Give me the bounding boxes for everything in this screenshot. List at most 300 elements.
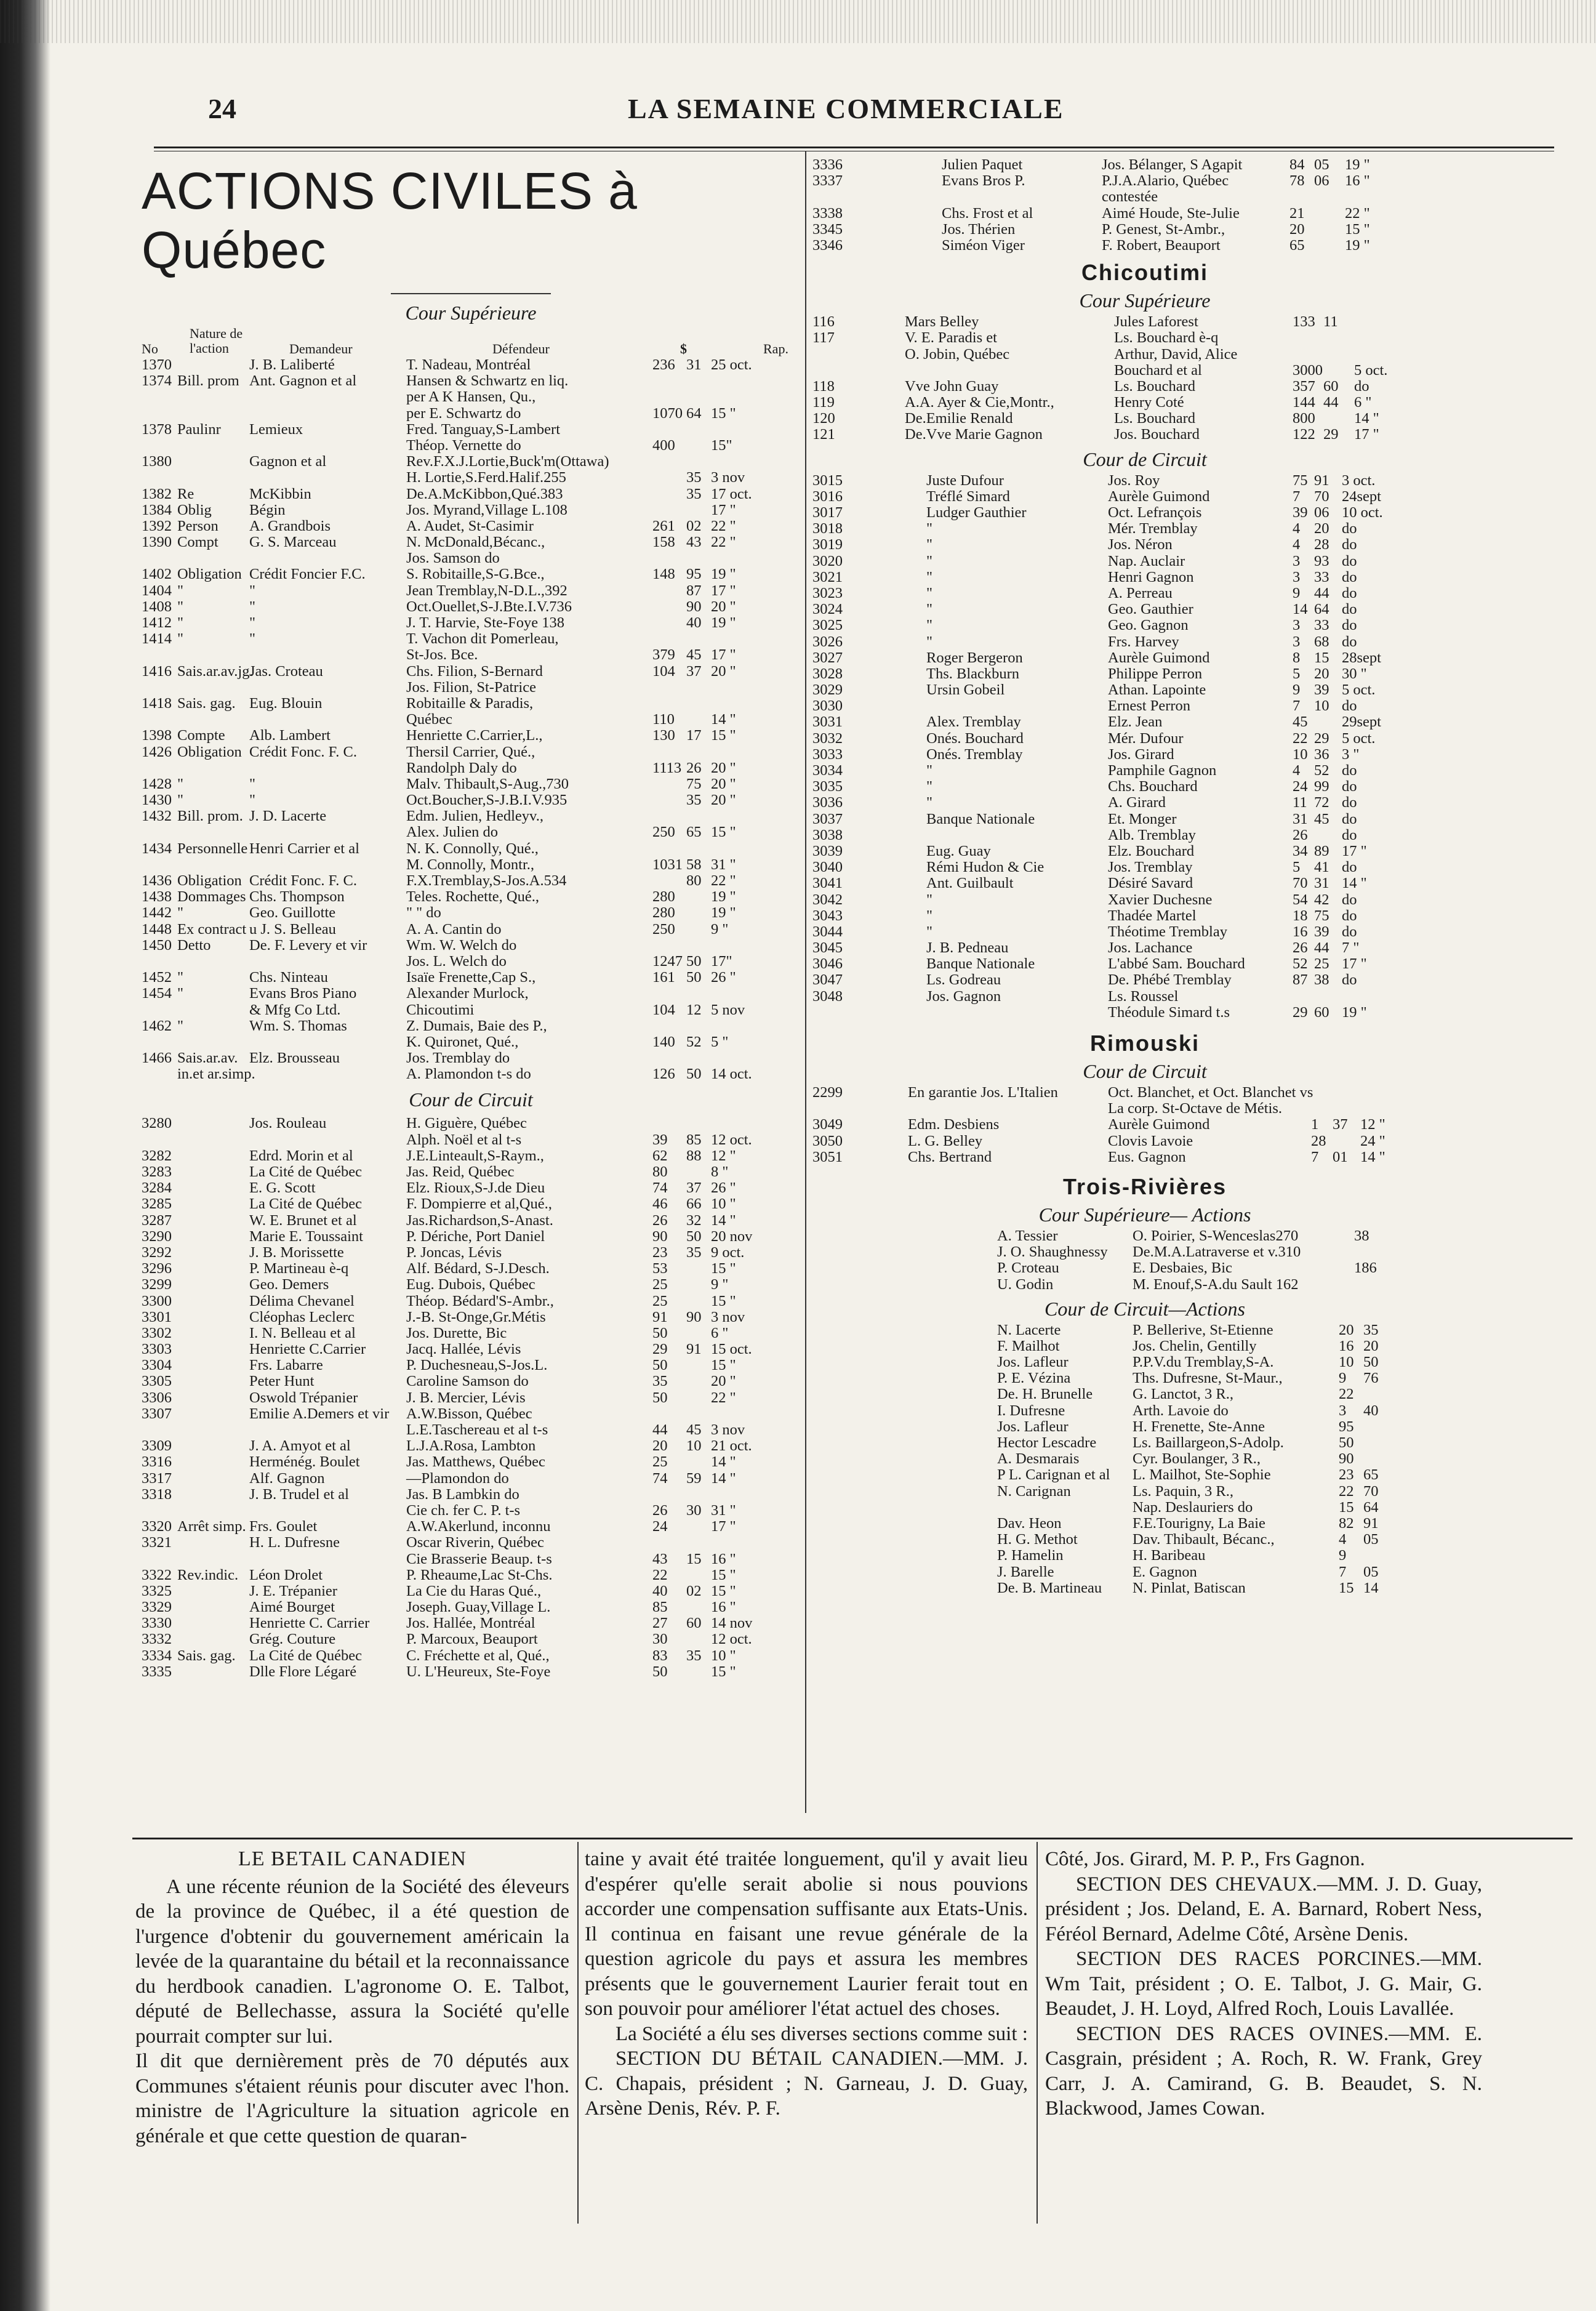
table-cell: Aurèle Guimond	[1108, 1116, 1210, 1133]
table-cell: Alex. Tremblay	[926, 713, 1021, 731]
table-cell: 37	[686, 662, 702, 680]
table-cell: Nap. Auclair	[1108, 552, 1185, 569]
table-cell: Alph. Noël et al t-s	[406, 1131, 522, 1148]
table-cell: 16 "	[711, 1550, 736, 1567]
table-cell: Henri Gagnon	[1108, 568, 1194, 585]
table-cell: 1430	[142, 792, 172, 809]
table-row	[812, 908, 1477, 924]
col-rap: Rap.	[763, 341, 788, 356]
scan-noise	[0, 0, 1596, 43]
table-cell: 39	[652, 1131, 668, 1148]
table-row	[812, 395, 1477, 411]
table-cell: 1384	[142, 501, 172, 518]
table-cell: "	[926, 891, 933, 908]
table-cell: 30	[686, 1501, 702, 1519]
table-cell: P. Croteau	[997, 1260, 1059, 1277]
table-cell: De.A.McKibbon,Qué.383	[406, 485, 563, 502]
table-cell: "	[177, 630, 184, 648]
table-cell: 95	[1339, 1418, 1354, 1435]
table-row	[142, 566, 800, 582]
table-cell: 3301	[142, 1308, 172, 1325]
table-cell: M. Connolly, Montr.,	[406, 856, 535, 873]
table-cell: 22 "	[711, 517, 736, 534]
table-cell: 10 "	[711, 1196, 736, 1213]
table-cell: 06	[1314, 172, 1329, 190]
table-cell: 50	[686, 969, 702, 986]
table-cell: do	[1342, 778, 1357, 795]
table-cell: Hansen & Schwartz en liq.	[406, 372, 569, 390]
table-row	[142, 1648, 800, 1664]
table-cell: Alex. Julien do	[406, 824, 499, 841]
table-cell: 90	[652, 1228, 668, 1245]
table-cell: 9 "	[711, 1276, 729, 1293]
table-cell: F.E.Tourigny, La Baie	[1133, 1514, 1265, 1532]
table-row	[812, 553, 1477, 569]
table-cell: P. Bellerive, St-Etienne	[1133, 1321, 1273, 1338]
table-cell: A. Audet, St-Casimir	[406, 517, 534, 534]
table-cell: Ant. Gagnon et al	[249, 372, 357, 390]
table-cell: 75	[686, 775, 702, 792]
table-cell: 2299	[812, 1084, 843, 1101]
table-row	[812, 1532, 1477, 1548]
page-title: ACTIONS CIVILES à Québec	[142, 162, 638, 279]
col-amount: $	[680, 341, 687, 356]
table-cell: 379	[652, 646, 675, 664]
table-cell: 75	[1293, 472, 1308, 489]
table-cell: Rev.F.X.J.Lortie,Buck'm(Ottawa)	[406, 453, 609, 470]
table-row	[812, 650, 1477, 666]
table-cell: Henriette C.Carrier	[249, 1341, 366, 1358]
table-cell: 10	[1339, 1354, 1354, 1371]
table-cell: 17 "	[1342, 842, 1367, 859]
table-row	[812, 763, 1477, 779]
table-row	[812, 585, 1477, 601]
table-cell: 37	[686, 1180, 702, 1197]
table-cell: 3016	[812, 488, 843, 505]
table-cell: 3346	[812, 236, 843, 254]
table-cell: 3051	[812, 1148, 843, 1165]
table-cell: 10 oct.	[1342, 504, 1383, 521]
rimouski-table	[812, 1085, 1477, 1165]
table-cell: 3317	[142, 1469, 172, 1487]
table-cell: 5 nov	[711, 1001, 745, 1018]
table-cell: Re	[177, 485, 194, 502]
table-cell: 26	[686, 759, 702, 776]
table-cell: Alexander Murlock,	[406, 985, 529, 1002]
table-row	[142, 1551, 800, 1567]
table-row	[142, 776, 800, 792]
table-cell: Jos. Filion, St-Patrice	[406, 678, 536, 696]
table-cell: 05	[1363, 1563, 1379, 1580]
table-row	[142, 1390, 800, 1406]
table-cell: 50	[652, 1324, 668, 1341]
table-cell: Geo. Guillotte	[249, 904, 336, 922]
table-cell: E. Desbaies, Bic	[1133, 1260, 1232, 1277]
table-cell: 121	[812, 426, 835, 443]
table-cell: J.E.Linteault,S-Raym.,	[406, 1147, 544, 1164]
table-cell: 3325	[142, 1582, 172, 1599]
table-cell: Jos. Rouleau	[249, 1115, 327, 1132]
table-cell: 3026	[812, 633, 843, 650]
table-row	[812, 1244, 1477, 1260]
table-cell: 1454	[142, 985, 172, 1002]
table-row	[812, 1338, 1477, 1354]
table-cell: 3044	[812, 923, 843, 940]
table-cell: A. Desmarais	[997, 1450, 1080, 1468]
table-cell: 06	[1314, 504, 1329, 521]
table-cell: 4	[1339, 1531, 1347, 1548]
table-cell: 70	[1363, 1482, 1379, 1500]
table-cell: Chs. Filion, S-Bernard	[406, 662, 543, 680]
table-cell: 250	[652, 824, 675, 841]
article-divider-2	[1037, 1842, 1038, 2224]
table-cell: Alb. Tremblay	[1108, 826, 1196, 843]
table-row	[812, 1435, 1477, 1451]
table-cell: 3 nov	[711, 469, 745, 486]
table-cell: "	[926, 536, 933, 553]
table-cell: "	[926, 794, 933, 811]
article-title: LE BETAIL CANADIEN	[238, 1847, 467, 1870]
table-cell: Julien Paquet	[942, 156, 1023, 173]
table-cell: 15 "	[711, 727, 736, 744]
table-cell: "	[177, 598, 184, 615]
table-cell: "	[249, 775, 256, 792]
table-cell: 22 "	[711, 534, 736, 551]
table-cell: 87	[686, 582, 702, 599]
left-column	[142, 161, 800, 1680]
chicoutimi-heading: Chicoutimi	[1081, 260, 1208, 286]
table-cell: 20	[1339, 1321, 1354, 1338]
table-row	[142, 1503, 800, 1519]
table-row	[142, 1034, 800, 1050]
table-row	[812, 1277, 1477, 1293]
table-row	[812, 892, 1477, 908]
table-cell: 91	[1314, 472, 1329, 489]
table-cell: P L. Carignan et al	[997, 1466, 1110, 1484]
table-cell: 20	[1289, 220, 1305, 238]
table-cell: 50	[1339, 1434, 1354, 1451]
table-cell: Chicoutimi	[406, 1001, 475, 1018]
article-paragraph: A une récente réunion de la Société des éleveurs de la province de Québec, il a été question de l'urgence d'obtenir du gouvernement américain la levée de la quarantaine du bétail et la reconnaissance du herdbook canadien. L'agronome O. E. Talbot, député de Bellechasse, assura la Société qu'elle pourrait compter sur lui.	[135, 1875, 569, 2048]
table-cell: 20 "	[711, 759, 736, 776]
table-cell: Ex contract	[177, 920, 247, 938]
table-row	[812, 1516, 1477, 1532]
table-row	[142, 518, 800, 534]
table-cell: 25	[652, 1276, 668, 1293]
table-row	[812, 989, 1477, 1005]
table-cell: 117	[812, 329, 835, 347]
table-cell: 1418	[142, 694, 172, 712]
table-cell: Ls. Baillargeon,S-Adolp.	[1133, 1434, 1284, 1451]
table-cell: Léon Drolet	[249, 1566, 323, 1583]
table-cell: 1448	[142, 920, 172, 938]
table-row	[142, 841, 800, 857]
table-cell: A.W.Bisson, Québec	[406, 1405, 532, 1422]
table-cell: G. Lanctot, 3 R.,	[1133, 1386, 1233, 1403]
table-cell: Thersil Carrier, Qué.,	[406, 743, 535, 760]
table-cell: 10	[1293, 746, 1308, 763]
table-cell: A. Girard	[1108, 794, 1166, 811]
table-row	[142, 1325, 800, 1341]
table-cell: Alb. Lambert	[249, 727, 331, 744]
table-cell: Ls. Bouchard è-q	[1114, 329, 1219, 347]
table-cell: 9	[1293, 584, 1301, 601]
table-row	[142, 1487, 800, 1503]
table-cell: 7	[1293, 488, 1301, 505]
table-cell: 27	[652, 1615, 668, 1632]
table-cell: Et. Monger	[1108, 810, 1177, 827]
table-cell: 24	[652, 1518, 668, 1535]
table-cell: 28sept	[1342, 649, 1381, 666]
table-cell: F. Mailhot	[997, 1337, 1060, 1354]
table-cell: Jos. Tremblay do	[406, 1050, 510, 1067]
table-row	[142, 615, 800, 631]
table-cell: K. Quironet, Qué.,	[406, 1033, 519, 1050]
table-cell: 1442	[142, 904, 172, 922]
table-cell: Frs. Goulet	[249, 1518, 318, 1535]
table-row	[142, 1422, 800, 1438]
table-cell: Henri Carrier et al	[249, 840, 359, 857]
table-cell: 1380	[142, 453, 172, 470]
table-cell: 800	[1293, 410, 1315, 427]
table-row	[142, 824, 800, 840]
table-cell: Wm. W. Welch do	[406, 936, 517, 954]
table-row	[142, 1341, 800, 1357]
table-cell: "	[177, 614, 184, 631]
table-cell: 3031	[812, 713, 843, 731]
table-cell: Athan. Lapointe	[1108, 681, 1206, 699]
table-cell: 19 "	[1342, 1003, 1367, 1021]
table-cell: J. B. Trudel et al	[249, 1485, 349, 1503]
table-cell: Jos. Myrand,Village L.108	[406, 501, 567, 518]
table-cell: 62	[652, 1147, 668, 1164]
table-cell: 31 "	[711, 856, 736, 873]
table-row	[812, 189, 1477, 205]
table-cell: 126	[652, 1066, 675, 1083]
table-cell: Jos. Néron	[1108, 536, 1173, 553]
table-cell: Marie E. Toussaint	[249, 1228, 363, 1245]
table-cell: 25 oct.	[711, 356, 752, 373]
table-cell: 1416	[142, 662, 172, 680]
table-row	[812, 569, 1477, 585]
table-cell: Henry Coté	[1114, 394, 1184, 411]
table-cell: P. E. Vézina	[997, 1370, 1071, 1387]
table-cell: 1113	[652, 759, 682, 776]
court-circuit-heading: Cour de Circuit	[409, 1088, 533, 1111]
table-cell: Eug. Guay	[926, 842, 991, 859]
page-header	[185, 92, 1539, 129]
table-row	[812, 330, 1477, 346]
table-cell: 1370	[142, 356, 172, 373]
table-cell: 15 "	[711, 824, 736, 841]
table-cell: 60	[686, 1615, 702, 1632]
table-cell: 7	[1311, 1148, 1319, 1165]
table-cell: 3330	[142, 1615, 172, 1632]
table-cell: Dav. Thibault, Bécanc.,	[1133, 1531, 1275, 1548]
table-row	[812, 601, 1477, 617]
table-cell: Jean Tremblay,N-D.L.,392	[406, 582, 567, 599]
table-cell: 83	[652, 1647, 668, 1664]
table-cell: 3038	[812, 826, 843, 843]
article-col-3	[1045, 1847, 1482, 2121]
table-cell: 38	[1314, 971, 1329, 989]
table-cell: 158	[652, 534, 675, 551]
table-row	[142, 873, 800, 889]
table-row	[812, 666, 1477, 682]
table-cell: Jos. L. Welch do	[406, 952, 507, 970]
table-cell: Sais. gag.	[177, 694, 236, 712]
table-cell: 38	[1354, 1227, 1369, 1244]
table-cell: 15	[1339, 1498, 1354, 1516]
table-cell: 3024	[812, 601, 843, 618]
table-cell: 280	[652, 904, 675, 922]
table-cell: 7	[1339, 1563, 1347, 1580]
table-cell: 25	[652, 1292, 668, 1309]
table-cell: M. Enouf,S-A.du Sault 162	[1133, 1276, 1299, 1293]
table-cell: 37	[1333, 1116, 1348, 1133]
table-cell: u J. S. Belleau	[249, 920, 336, 938]
table-cell: Arthur, David, Alice	[1114, 345, 1238, 363]
table-cell: 3025	[812, 617, 843, 634]
table-cell: L.E.Taschereau et al t-s	[406, 1421, 548, 1438]
table-row	[142, 1213, 800, 1229]
table-cell: 78	[1289, 172, 1305, 190]
table-cell: P. Martineau è-q	[249, 1260, 349, 1277]
table-cell: 19 "	[711, 904, 736, 922]
table-row	[812, 698, 1477, 714]
table-cell: 02	[686, 517, 702, 534]
table-cell: 87	[1293, 971, 1308, 989]
table-cell: Gagnon et al	[249, 453, 327, 470]
table-cell: J. D. Lacerte	[249, 808, 327, 825]
table-row	[812, 875, 1477, 891]
table-cell: 74	[652, 1180, 668, 1197]
table-cell: 400	[652, 436, 675, 454]
table-cell: 25	[1314, 955, 1329, 973]
table-cell: 10 "	[711, 1647, 736, 1664]
table-cell: 5 oct.	[1342, 681, 1376, 699]
table-cell: Nap. Deslauriers do	[1133, 1498, 1253, 1516]
table-cell: 93	[1314, 552, 1329, 569]
table-cell: 20	[1363, 1337, 1379, 1354]
table-cell: 65	[1363, 1466, 1379, 1484]
table-cell: 45	[1293, 713, 1308, 731]
table-row	[812, 811, 1477, 827]
table-cell: contestée	[1102, 188, 1158, 206]
table-cell: do	[1342, 859, 1357, 876]
table-cell: 3306	[142, 1389, 172, 1406]
table-cell: Philippe Perron	[1108, 665, 1203, 682]
table-cell: Compt	[177, 534, 219, 551]
table-cell: 1438	[142, 888, 172, 906]
right-column	[812, 157, 1477, 1596]
table-cell: I. Dufresne	[997, 1402, 1065, 1419]
table-cell: Chs. Frost et al	[942, 204, 1033, 222]
table-cell: Oct.Ouellet,S-J.Bte.I.V.736	[406, 598, 572, 615]
table-cell: Crédit Fonc. F. C.	[249, 743, 357, 760]
table-cell: Edm. Julien, Hedleyv.,	[406, 808, 543, 825]
table-cell: 1428	[142, 775, 172, 792]
table-cell: Compte	[177, 727, 225, 744]
rimouski-heading: Rimouski	[1089, 1031, 1200, 1056]
table-cell: 1414	[142, 630, 172, 648]
table-row	[142, 808, 800, 824]
table-cell: 16 "	[711, 1599, 736, 1616]
table-cell: Dav. Heon	[997, 1514, 1062, 1532]
table-cell: 20	[1314, 520, 1329, 537]
table-cell: J. O. Shaughnessy	[997, 1244, 1108, 1261]
table-cell: 1450	[142, 936, 172, 954]
table-cell: 3049	[812, 1116, 843, 1133]
table-cell: 17 "	[711, 1518, 736, 1535]
table-cell: Mér. Dufour	[1108, 729, 1184, 747]
table-cell: 17 "	[711, 582, 736, 599]
table-cell: 45	[1314, 810, 1329, 827]
table-cell: Grég. Couture	[249, 1631, 336, 1648]
table-row	[142, 647, 800, 663]
table-row	[142, 357, 800, 373]
table-cell: Aurèle Guimond	[1108, 488, 1210, 505]
table-cell: De.Vve Marie Gagnon	[905, 426, 1043, 443]
table-row	[812, 1580, 1477, 1596]
table-cell: "	[926, 617, 933, 634]
table-cell: 35	[686, 792, 702, 809]
col-demandeur: Demandeur	[289, 341, 353, 356]
article-col-2	[585, 1847, 1028, 2121]
table-cell: N. Pinlat, Batiscan	[1133, 1579, 1246, 1596]
table-cell: 36	[1314, 746, 1329, 763]
table-cell: 3019	[812, 536, 843, 553]
table-cell: "	[177, 969, 184, 986]
table-cell: Ls. Bouchard	[1114, 377, 1195, 395]
table-cell: 133	[1293, 313, 1315, 331]
table-cell: 22	[1293, 729, 1308, 747]
table-cell: Z. Dumais, Baie des P.,	[406, 1017, 547, 1034]
table-cell: 15 "	[711, 1582, 736, 1599]
table-row	[812, 411, 1477, 427]
table-cell: 72	[1314, 794, 1329, 811]
table-row	[142, 712, 800, 728]
table-cell: Tréflé Simard	[926, 488, 1010, 505]
table-cell: 3023	[812, 584, 843, 601]
table-cell: V. E. Paradis et	[905, 329, 997, 347]
table-cell: 140	[652, 1033, 675, 1050]
table-cell: "	[926, 568, 933, 585]
table-cell: H. Lortie,S.Ferd.Halif.255	[406, 469, 566, 486]
table-cell: 44	[1314, 939, 1329, 957]
table-cell: 52	[1314, 762, 1329, 779]
table-cell: Henriette C.Carrier,L.,	[406, 727, 543, 744]
table-cell: 90	[1339, 1450, 1354, 1468]
table-cell: 50	[686, 952, 702, 970]
table-cell: C. Fréchette et al, Qué.,	[406, 1647, 550, 1664]
table-cell: McKibbin	[249, 485, 311, 502]
table-row	[142, 583, 800, 599]
table-cell: Wm. S. Thomas	[249, 1017, 347, 1034]
table-cell: 60	[1314, 1003, 1329, 1021]
article-paragraph: SECTION DES CHEVAUX.—MM. J. D. Guay, président ; Jos. Deland, E. A. Barnard, Robert Ness, Féréol Bernard, Adelme Côté, Arsène Denis.	[1045, 1873, 1482, 1945]
table-cell: 3047	[812, 971, 843, 989]
table-cell: Mars Belley	[905, 313, 979, 331]
table-cell: Bégin	[249, 501, 286, 518]
table-cell: 1382	[142, 485, 172, 502]
table-cell: Chs. Bouchard	[1108, 778, 1198, 795]
table-cell: Detto	[177, 936, 211, 954]
table-cell: J.-B. St-Onge,Gr.Métis	[406, 1308, 546, 1325]
table-cell: Aimé Houde, Ste-Julie	[1102, 204, 1240, 222]
table-cell: 14 "	[711, 1212, 736, 1229]
table-cell: 4	[1293, 536, 1301, 553]
